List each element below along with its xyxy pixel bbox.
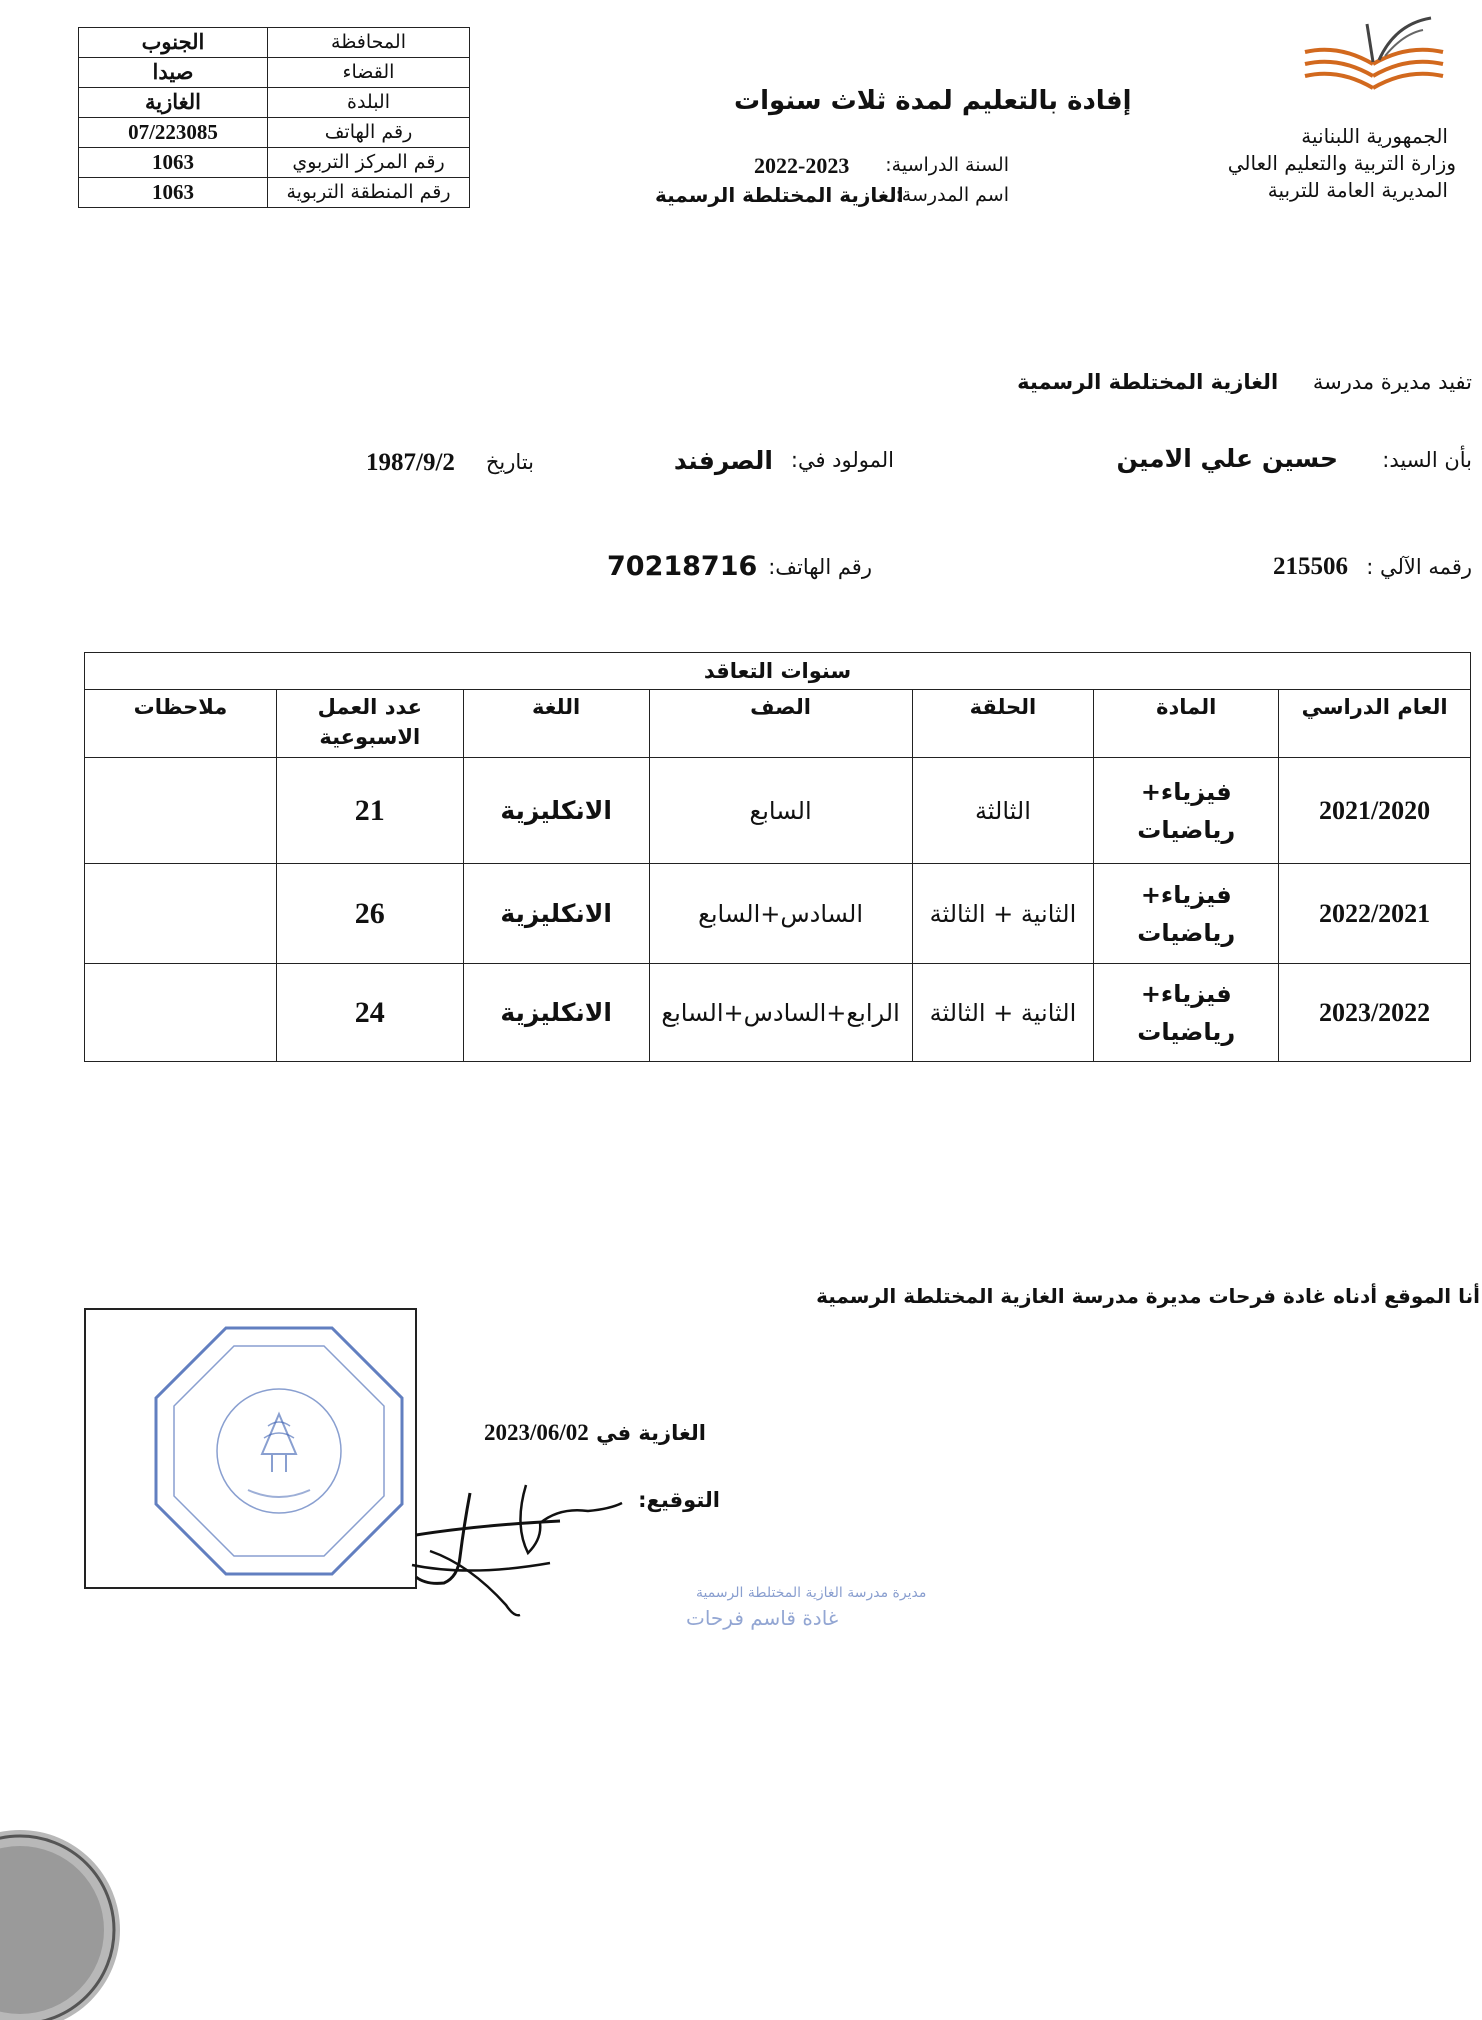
info-label: البلدة bbox=[268, 88, 470, 118]
birthplace: الصرفند bbox=[673, 446, 773, 475]
svg-text:غادة قاسم فرحات: غادة قاسم فرحات bbox=[686, 1606, 839, 1630]
person-name: حسين علي الامين bbox=[1116, 444, 1338, 473]
header-ministry: وزارة التربية والتعليم العالي bbox=[1227, 151, 1456, 175]
school-name-label: اسم المدرسة: bbox=[895, 184, 1009, 206]
col-header-grade: الصف bbox=[649, 690, 912, 758]
issue-date: 2023/06/02 bbox=[484, 1420, 589, 1445]
header-republic: الجمهورية اللبنانية bbox=[1301, 124, 1448, 148]
born-label: المولود في: bbox=[790, 448, 894, 472]
academic-year-label: السنة الدراسية: bbox=[885, 154, 1009, 176]
academic-year-value: 2022-2023 bbox=[754, 153, 850, 178]
cell-hours: 21 bbox=[276, 758, 463, 864]
col-header-notes: ملاحظات bbox=[85, 690, 277, 758]
document-title: إفادة بالتعليم لمدة ثلاث سنوات bbox=[734, 86, 1132, 116]
cell-year: 2022/2021 bbox=[1279, 864, 1471, 964]
cell-year: 2023/2022 bbox=[1279, 964, 1471, 1062]
info-label: رقم المركز التربوي bbox=[268, 148, 470, 178]
table-header-row bbox=[85, 690, 1471, 758]
cell-cycle: الثانية + الثالثة bbox=[912, 864, 1094, 964]
cell-grade: السابع bbox=[649, 758, 912, 864]
signature-label: التوقيع: bbox=[638, 1488, 720, 1512]
info-label: رقم الهاتف bbox=[268, 118, 470, 148]
info-value: 1063 bbox=[79, 148, 268, 178]
info-row bbox=[79, 118, 470, 148]
cell-grade: الرابع+السادس+السابع bbox=[649, 964, 912, 1062]
col-header-hours: عدد العمل الاسبوعية bbox=[276, 690, 463, 758]
info-row bbox=[79, 178, 470, 208]
cell-language: الانكليزية bbox=[463, 964, 649, 1062]
info-value: صيدا bbox=[79, 58, 268, 88]
statement-prefix: تفيد مديرة مدرسة bbox=[1312, 370, 1472, 394]
info-label: القضاء bbox=[268, 58, 470, 88]
info-value: 1063 bbox=[79, 178, 268, 208]
cell-notes bbox=[85, 758, 277, 864]
cell-subject: فيزياء+ رياضيات bbox=[1094, 964, 1279, 1062]
cell-hours: 24 bbox=[276, 964, 463, 1062]
col-header-year: العام الدراسي bbox=[1279, 690, 1471, 758]
cell-notes bbox=[85, 864, 277, 964]
phone-number: 70218716 bbox=[607, 551, 758, 582]
place-label: الغازية في bbox=[596, 1421, 706, 1445]
col-header-cycle: الحلقة bbox=[912, 690, 1094, 758]
col-header-language: اللغة bbox=[463, 690, 649, 758]
info-label: المحافظة bbox=[268, 28, 470, 58]
table-row bbox=[85, 964, 1471, 1062]
info-row bbox=[79, 148, 470, 178]
svg-text:مديرة مدرسة الغازية المختلطة ا: مديرة مدرسة الغازية المختلطة الرسمية bbox=[696, 1585, 927, 1601]
info-value: 07/223085 bbox=[79, 118, 268, 148]
cell-notes bbox=[85, 964, 277, 1062]
table-row bbox=[85, 758, 1471, 864]
cell-subject: فيزياء+ رياضيات bbox=[1094, 864, 1279, 964]
signatory-statement: أنا الموقع أدناه غادة فرحات مديرة مدرسة الغازية المختلطة الرسمية bbox=[816, 1284, 1480, 1308]
statement-line bbox=[1017, 370, 1472, 394]
cell-language: الانكليزية bbox=[463, 864, 649, 964]
contract-years-table bbox=[84, 652, 1471, 1062]
cell-year: 2021/2020 bbox=[1279, 758, 1471, 864]
header-directorate: المديرية العامة للتربية bbox=[1267, 178, 1448, 202]
place-date bbox=[484, 1420, 706, 1446]
birth-date: 1987/9/2 bbox=[366, 449, 455, 476]
table-row bbox=[85, 864, 1471, 964]
info-value: الجنوب bbox=[79, 28, 268, 58]
info-label: رقم المنطقة التربوية bbox=[268, 178, 470, 208]
statement-school: الغازية المختلطة الرسمية bbox=[1017, 370, 1279, 394]
col-header-subject: المادة bbox=[1094, 690, 1279, 758]
mr-label: بأن السيد: bbox=[1382, 448, 1472, 472]
cell-grade: السادس+السابع bbox=[649, 864, 912, 964]
cell-cycle: الثانية + الثالثة bbox=[912, 964, 1094, 1062]
table-caption: سنوات التعاقد bbox=[85, 653, 1471, 690]
info-row bbox=[79, 28, 470, 58]
phone-label: رقم الهاتف: bbox=[768, 555, 872, 579]
ministry-logo bbox=[1299, 14, 1449, 104]
birth-date-label: بتاريخ bbox=[485, 450, 534, 474]
info-table bbox=[78, 27, 470, 208]
official-stamp-icon bbox=[150, 1322, 408, 1580]
info-value: الغازية bbox=[79, 88, 268, 118]
info-row bbox=[79, 88, 470, 118]
coin-edge-icon bbox=[0, 1820, 170, 2020]
cell-subject: فيزياء+ رياضيات bbox=[1094, 758, 1279, 864]
employee-number: 215506 bbox=[1273, 553, 1348, 580]
number-label: رقمه الآلي : bbox=[1366, 555, 1472, 579]
cell-cycle: الثالثة bbox=[912, 758, 1094, 864]
cell-hours: 26 bbox=[276, 864, 463, 964]
signature-caption bbox=[436, 1575, 927, 1635]
info-row bbox=[79, 58, 470, 88]
school-name-value: الغازية المختلطة الرسمية bbox=[655, 183, 904, 207]
cell-language: الانكليزية bbox=[463, 758, 649, 864]
